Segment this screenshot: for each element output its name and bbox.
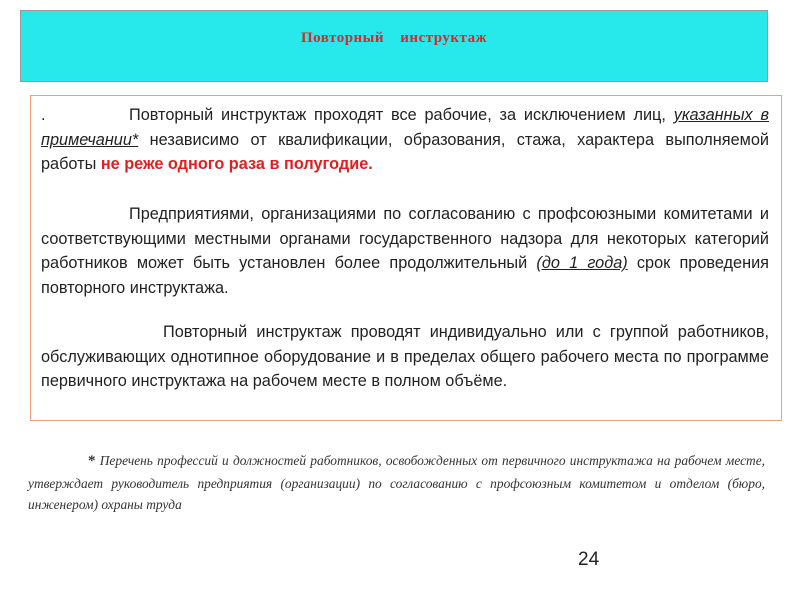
paragraph-2-text-a: Предприятиями, организациями по согласованию с профсоюзными комитетами и соответствующими местными органами государственного надзора для некоторых категорий работников может быть установлен более продолжительный <box>41 205 769 273</box>
content-box <box>30 95 782 421</box>
paragraph-3 <box>41 320 769 394</box>
paragraph-3-text: Повторный инструктаж проводят индивидуально или с группой работников, обслуживающих однотипное оборудование и в пределах общего рабочего места по программе первичного инструктажа на рабочем месте в полном объёме. <box>41 323 769 391</box>
title-banner <box>20 10 768 82</box>
page-number: 24 <box>578 549 600 570</box>
bullet-marker: . <box>41 106 46 124</box>
footnote <box>28 450 765 516</box>
frequency-highlight: не реже одного раза в полугодие. <box>100 155 373 174</box>
page-title: Повторный инструктаж <box>301 30 487 46</box>
paragraph-1 <box>41 103 769 177</box>
paragraph-2-text-b: срок проведения повторного инструктажа. <box>41 254 769 297</box>
footnote-reference: указанных в примечании* <box>41 106 769 149</box>
paragraph-2 <box>41 202 769 300</box>
paragraph-1-text-a: Повторный инструктаж проходят все рабочие, за исключением лиц, <box>129 106 674 124</box>
paragraph-1-text-b: независимо от квалификации, образования, стажа, характера выполняемой работы <box>41 130 769 174</box>
footnote-text: Перечень профессий и должностей работников, освобожденных от первичного инструктажа на рабочем месте, утверждает руководитель предприятия (организации) по согласованию с профсоюзным комитетом и отделом (бюро, инженером) охраны труда <box>28 453 765 512</box>
footnote-star: * <box>88 453 96 469</box>
period-underlined: (до 1 года) <box>536 254 628 273</box>
